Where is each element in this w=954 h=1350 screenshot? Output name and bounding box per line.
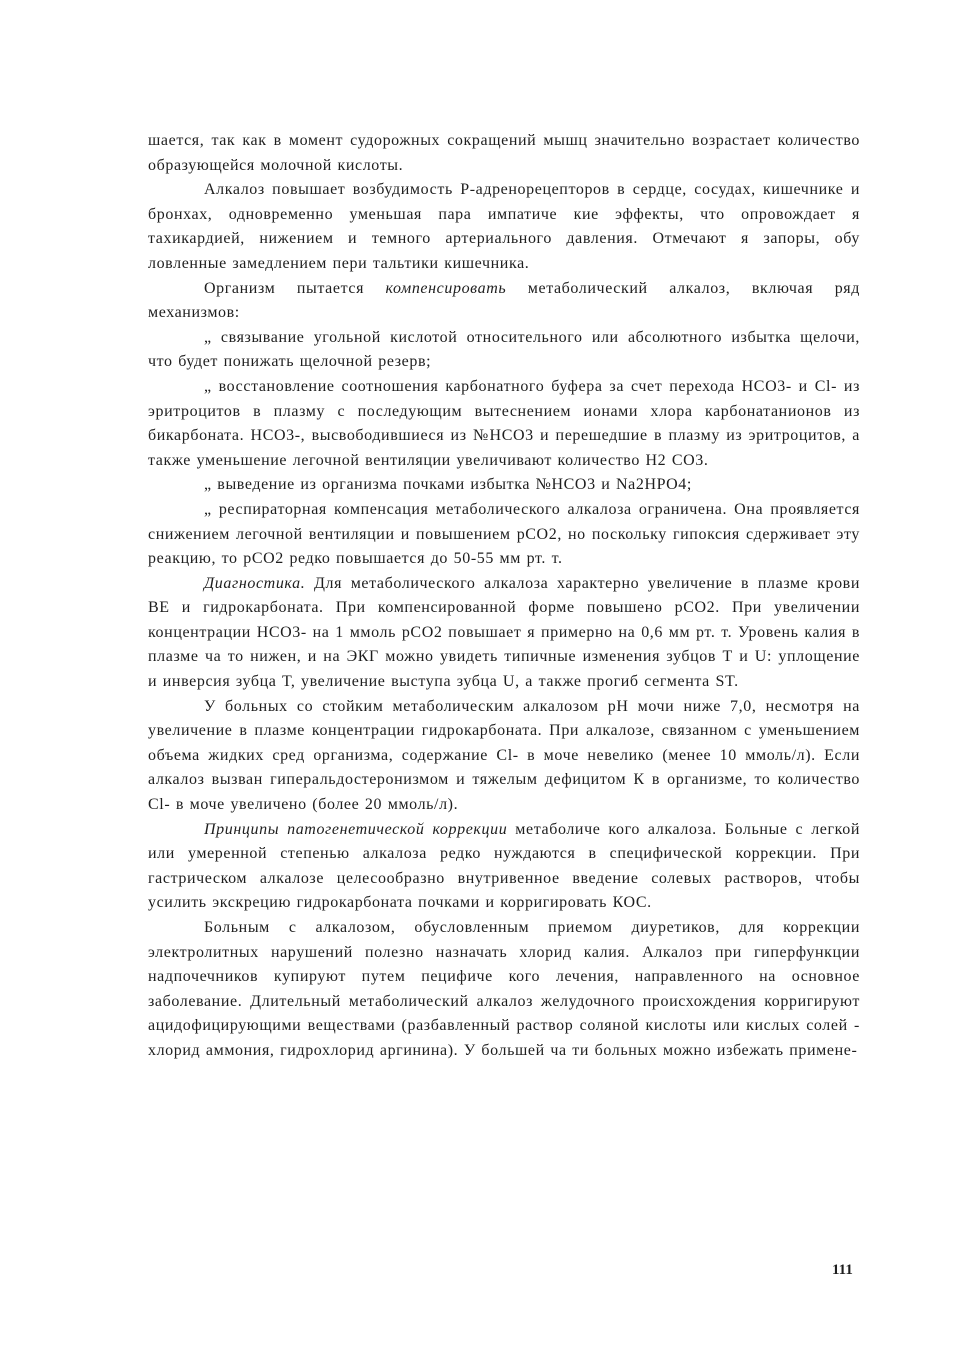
diagnostics-heading: Диагностика. xyxy=(204,574,306,592)
paragraph-diagnostics xyxy=(148,572,860,695)
list-item-2: „ восстановление соотношения карбонатного буфера за счет перехода НСО3- и Cl- из эритроцитов в плазму с последующим вытеснением ионами хлора карбонатанионов из бикарбоната. НСО3-, высвободившиеся из №НСО3 и перешедшие в плазму из эритроцитов, а также уменьшение легочной вентиляции увеличивают количество Н2 СО3. xyxy=(148,377,860,469)
paragraph-2: Алкалоз повышает возбудимость Р-адренорецепторов в сердце, сосудах, кишечнике и бронхах, одновременно уменьшая пара импатиче кие эффекты, что опровождает я тахикардией, нижением и темного артериального давления. Отмечают я запоры, обу ловленные замедлением пери тальтики кишечника. xyxy=(148,181,860,272)
paragraph-3 xyxy=(148,277,860,326)
paragraph-3-lead: Организм пытается xyxy=(204,279,386,297)
diagnostics-text: Для метаболического алкалоза характерно увеличение в плазме крови ВЕ и гидрокарбоната. При компенсированной форме повышено рСО2. При увеличении концентрации НСО3- на 1 ммоль рСО2 повышает я примерно на 0,6 мм рт. т. Уровень калия в плазме ча то нижен, и на ЭКГ можно увидеть типичные изменения зубцов Т и U: уплощение и инверсия зубца Т, увеличение выступа зубца U, а также прогиб сегмента ST. xyxy=(148,574,860,691)
paragraph-3-emphasis: компенсировать xyxy=(385,279,507,297)
list-item-4: „ респираторная компенсация метаболического алкалоза ограничена. Она проявляется снижением легочной вентиляции и повышением рСО2, но поскольку гипоксия сдерживает эту реакцию, то рСО2 редко повышается до 50-55 мм рт. т. xyxy=(148,500,860,568)
page-body xyxy=(148,129,860,1064)
paragraph-correction xyxy=(148,818,860,916)
page-number: 111 xyxy=(832,1262,853,1278)
list-item-3: „ выведение из организма почками избытка №НСО3 и Na2HPO4; xyxy=(204,476,692,494)
correction-heading: Принципы патогенетической коррекции xyxy=(204,820,508,838)
paragraph-diuretics: Больным с алкалозом, обусловленным приемом диуретиков, для коррекции электролитных нарушений полезно назначать хлорид калия. Алкалоз при гиперфункции надпочечников купируют путем пецифиче кого лечения, направленного на основное заболевание. Длительный метаболический алкалоз желудочного происхождения корригируют ацидофицирующими веществами (разбавленный раствор соляной кислоты или кислых солей - хлорид аммония, гидрохлорид аргинина). У большей ча ти больных можно избежать примене- xyxy=(148,919,860,1059)
list-item-1: „ связывание угольной кислотой относительного или абсолютного избытка щелочи, что будет понижать щелочной резерв; xyxy=(148,328,860,371)
paragraph-1: шается, так как в момент судорожных сокращений мышц значительно возрастает количество образующейся молочной кислоты. xyxy=(148,132,860,174)
correction-text: метаболиче кого алкалоза. Больные с легкой или умеренной степенью алкалоза редко нуждаются в специфической коррекции. При гастрическом алкалозе целесообразно внутривенное введение солевых растворов, чтобы усилить экскрецию гидрокарбоната почками и корригировать КОС. xyxy=(148,820,860,912)
paragraph-ph: У больных со стойким метаболическим алкалозом рН мочи ниже 7,0, несмотря на увеличение в плазме концентрации гидрокарбоната. При алкалозе, связанном с уменьшением объема жидких сред организма, содержание Cl- в моче невелико (менее 10 ммоль/л). Если алкалоз вызван гиперальдостеронизмом и тяжелым дефицитом К в организме, то количество Cl- в моче увеличено (более 20 ммоль/л). xyxy=(148,697,860,814)
paragraph-3-rest: метаболический алкалоз, включая ряд механизмов: xyxy=(148,279,861,322)
